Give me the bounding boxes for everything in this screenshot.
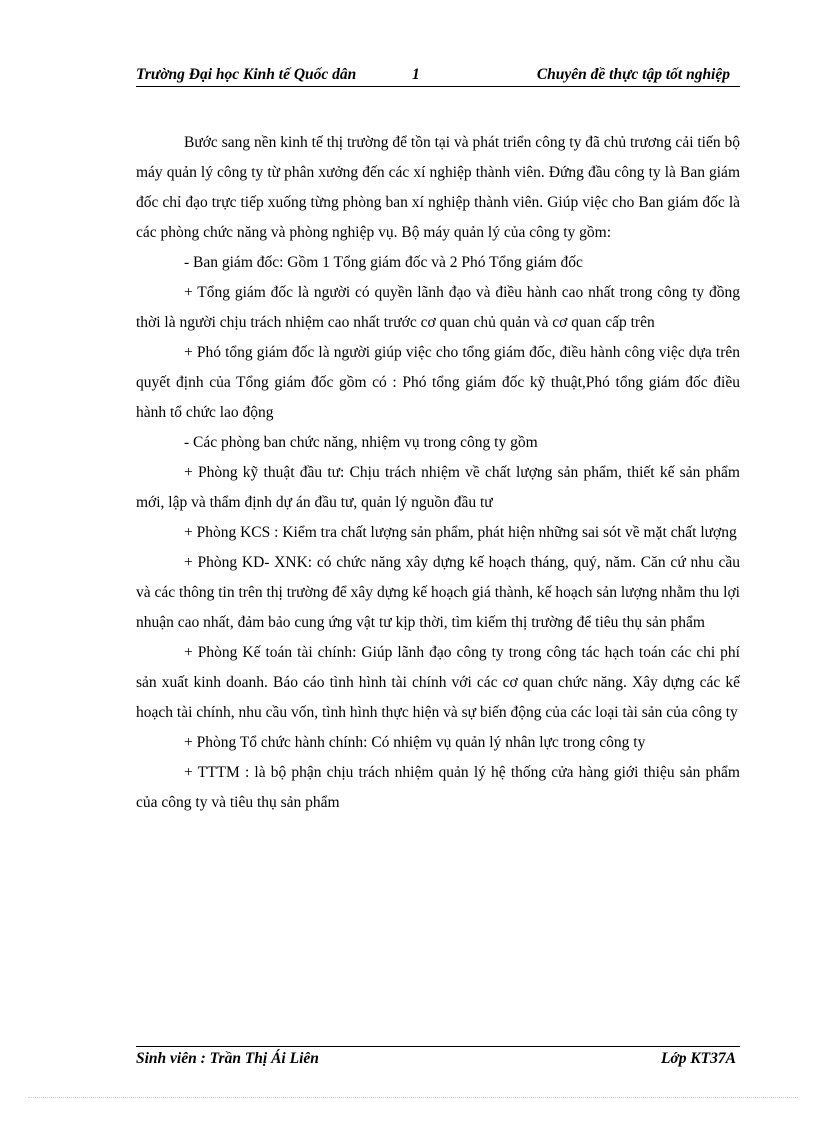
paragraph-board-of-directors: - Ban giám đốc: Gồm 1 Tổng giám đốc và 2 Phó Tổng giám đốc [184, 254, 583, 271]
body-text [136, 128, 740, 818]
header-school-name: Trường Đại học Kinh tế Quốc dân [136, 66, 357, 83]
paragraph-intro: Bước sang nền kinh tế thị trường để tồn tại và phát triển công ty đã chủ trương cải tiến bộ máy quản lý công ty từ phân xưởng đến các xí nghiệp thành viên. Đứng đầu công ty là Ban giám đốc chỉ đạo trực tiếp xuống từng phòng ban xí nghiệp thành viên. Giúp việc cho Ban giám đốc là các phòng chức năng và phòng nghiệp vụ. Bộ máy quản lý của công ty gồm: [136, 134, 740, 241]
page-footer [136, 1046, 740, 1071]
paragraph-kcs: + Phòng KCS : Kiểm tra chất lượng sản phẩm, phát hiện những sai sót về mặt chất lượng [184, 524, 737, 541]
footer-student-name: Sinh viên : Trần Thị Ái Liên [136, 1050, 319, 1067]
header-report-title: Chuyên đề thực tập tốt nghiệp [536, 66, 730, 83]
paragraph-deputy-director: + Phó tổng giám đốc là người giúp việc cho tổng giám đốc, điều hành công việc dựa trên quyết định của Tổng giám đốc gồm có : Phó tổng giám đốc kỹ thuật,Phó tổng giám đốc điều hành tổ chức lao động [136, 344, 740, 421]
paragraph-technical-investment: + Phòng kỹ thuật đầu tư: Chịu trách nhiệm về chất lượng sản phẩm, thiết kế sản phẩm mới, lập và thẩm định dự án đầu tư, quản lý nguồn đầu tư [136, 464, 740, 511]
footer-class: Lớp KT37A [660, 1050, 736, 1067]
paragraph-administration: + Phòng Tổ chức hành chính: Có nhiệm vụ quản lý nhân lực trong công ty [184, 734, 646, 751]
paragraph-general-director: + Tổng giám đốc là người có quyền lãnh đạo và điều hành cao nhất trong công ty đồng thời là người chịu trách nhiệm cao nhất trước cơ quan chủ quản và cơ quan cấp trên [136, 284, 740, 331]
page-header [136, 64, 740, 87]
page-bottom-divider [28, 1097, 798, 1098]
paragraph-departments: - Các phòng ban chức năng, nhiệm vụ trong công ty gồm [184, 434, 538, 451]
paragraph-finance-accounting: + Phòng Kế toán tài chính: Giúp lãnh đạo công ty trong công tác hạch toán các chi phí sản xuất kinh doanh. Báo cáo tình hình tài chính với các cơ quan chức năng. Xây dựng các kế hoạch tài chính, nhu cầu vốn, tình hình thực hiện và sự biến động của các loại tài sản của công ty [136, 644, 740, 721]
paragraph-business-import-export: + Phòng KD- XNK: có chức năng xây dựng kế hoạch tháng, quý, năm. Căn cứ nhu cầu và các thông tin trên thị trường để xây dựng kế hoạch giá thành, kế hoạch sản lượng nhằm thu lợi nhuận cao nhất, đảm bảo cung ứng vật tư kịp thời, tìm kiếm thị trường để tiêu thụ sản phẩm [136, 554, 740, 631]
header-page-number: 1 [412, 66, 420, 83]
paragraph-trade-center: + TTTM : là bộ phận chịu trách nhiệm quản lý hệ thống cửa hàng giới thiệu sản phẩm của công ty và tiêu thụ sản phẩm [136, 764, 740, 811]
